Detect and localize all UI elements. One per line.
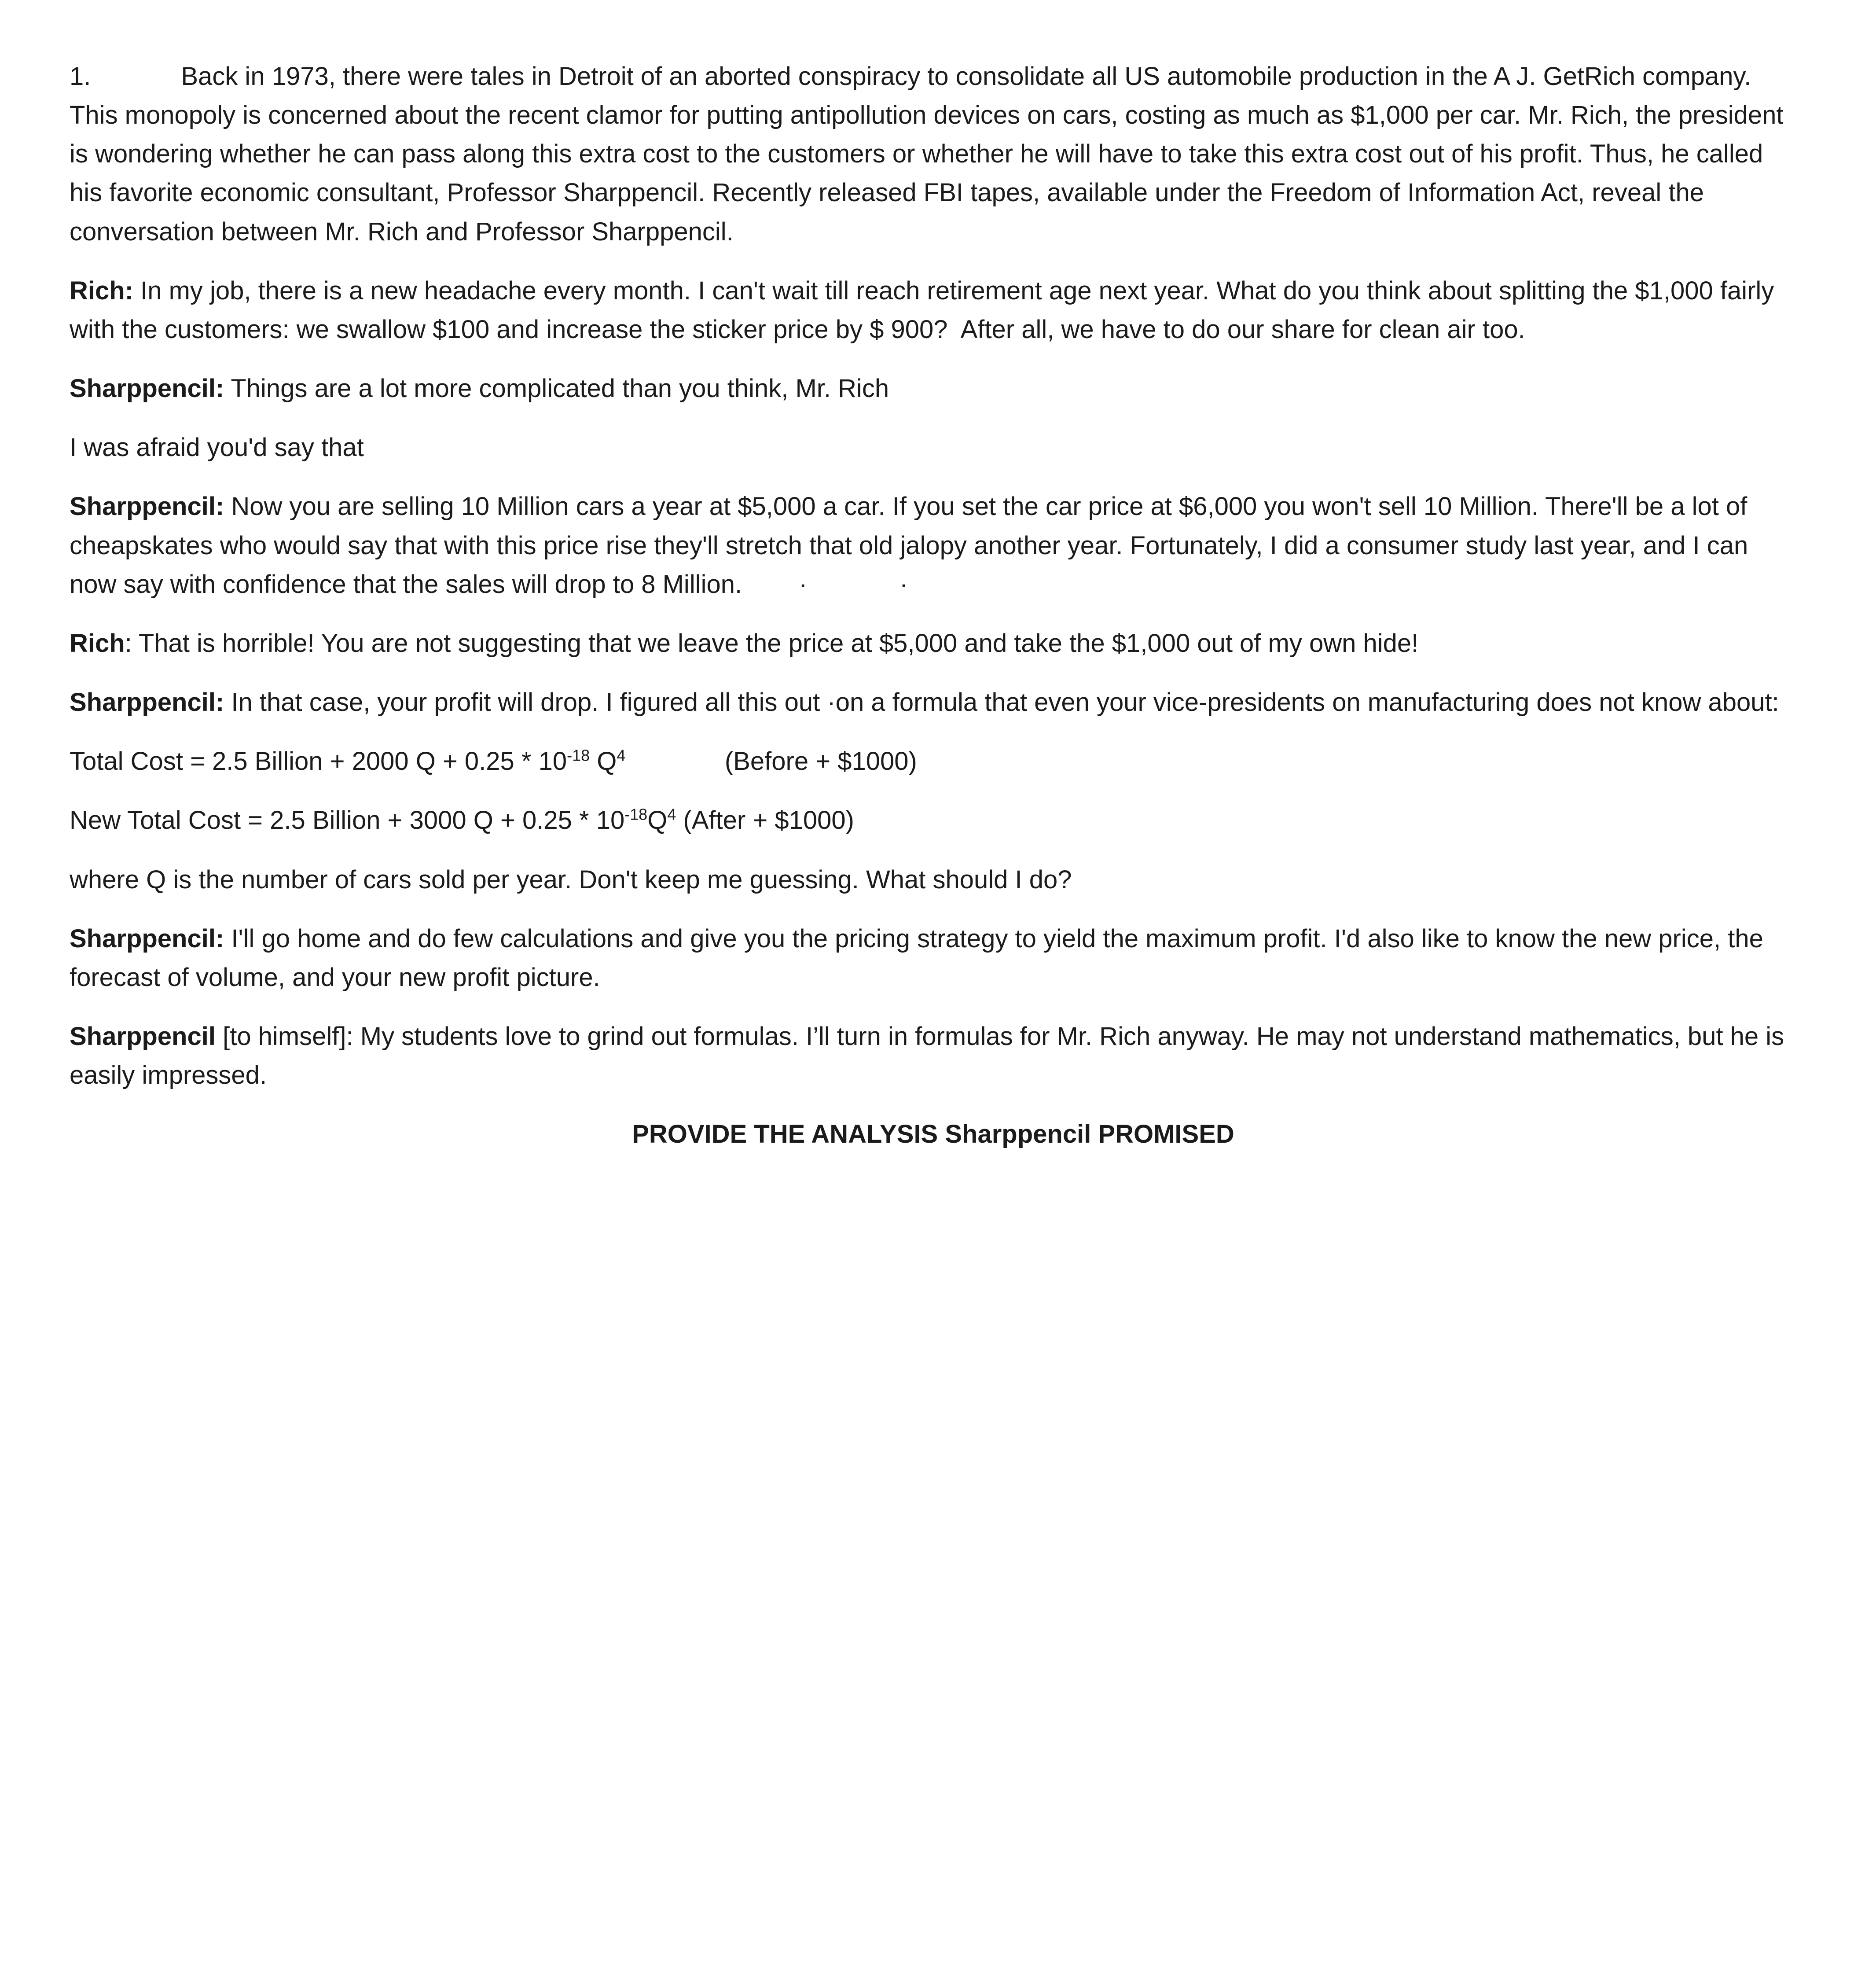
text-run: Back in 1973, there were tales in Detroit of an aborted conspiracy to consolidate all US automobile production in the A J. GetRich company. This monopoly is concerned about the recent clamor for putting antipollution devices on cars, costing as much as $1,000 per car. Mr. Rich, the president is wondering whether he can pass along this extra cost to the customers or whether he will have to take this extra cost out of his profit. Thus, he called his favorite economic consultant, Professor Sharppencil. Recently released FBI tapes, available under the Freedom of Information Act, reveal the conversation between Mr. Rich and Professor Sharppencil. [70,62,1791,246]
speaker-label: Sharppencil: [70,492,224,521]
formula-explanation [70,861,1797,899]
document-body [70,57,1797,1154]
formula-after [70,801,1797,840]
speaker-label: Rich [70,629,125,658]
text-run: 1. [70,62,91,91]
text-run: [to himself]: My students love to grind out formulas. I’ll turn in formulas for Mr. Rich anyway. He may not understand mathematics, but he is easily impressed. [70,1022,1792,1090]
superscript: 4 [617,746,626,765]
superscript: -18 [567,746,590,765]
sharppencil-aside [70,1017,1797,1095]
text-run: (Before + $1000) [625,747,917,776]
speaker-label: PROVIDE THE ANALYSIS Sharppencil PROMISED [632,1120,1234,1149]
rich-dialogue-1 [70,272,1797,349]
text-run: I was afraid you'd say that [70,433,364,462]
text-run: Total Cost = 2.5 Billion + 2000 Q + 0.25 * 10 [70,747,567,776]
task-prompt [70,1115,1797,1154]
superscript-run [617,747,625,776]
text-run: Now you are selling 10 Million cars a year at $5,000 a car. If you set the car price at $6,000 you won't sell 10 Million. There'll be a lot of cheapskates who would say that with this price rise they'll stretch that old jalopy another year. Fortunately, I did a consumer study last year, and I can now say with confidence that the sales will drop to 8 Million. · · [70,492,1755,599]
text-run: In that case, your profit will drop. I figured all this out ·on a formula that even your vice-presidents on manufacturing does not know about: [224,688,1779,717]
text-run: I'll go home and do few calculations and give you the pricing strategy to yield the maximum profit. I'd also like to know the new price, the forecast of volume, and your new profit picture. [70,924,1770,992]
text-run: (After + $1000) [676,806,854,835]
superscript: 4 [667,806,676,824]
text-run: Q [647,806,668,835]
text-run: where Q is the number of cars sold per year. Don't keep me guessing. What should I do? [70,865,1072,894]
text-run: New Total Cost = 2.5 Billion + 3000 Q + 0.25 * 10 [70,806,625,835]
superscript-run [667,806,676,835]
rich-aside [70,428,1797,467]
text-run: Q [590,747,617,776]
text-run: : That is horrible! You are not suggesting that we leave the price at $5,000 and take the $1,000 out of my own hide! [125,629,1419,658]
sharppencil-dialogue-2 [70,487,1797,603]
text-run: Things are a lot more complicated than you think, Mr. Rich [224,374,889,403]
speaker-label: Sharppencil: [70,924,224,953]
sharppencil-dialogue-3 [70,683,1797,722]
speaker-label: Sharppencil: [70,688,224,717]
speaker-label: Rich: [70,276,133,305]
rich-dialogue-2 [70,624,1797,663]
formula-before [70,742,1797,781]
speaker-label: Sharppencil [70,1022,216,1051]
superscript-run [567,747,590,776]
text-run: In my job, there is a new headache every month. I can't wait till reach retirement age next year. What do you think about splitting the $1,000 fairly with the customers: we swallow $100 and increase the sticker price by $ 900? After all, we have to do our share for clean air too. [70,276,1781,344]
intro-paragraph [70,57,1797,251]
sharppencil-dialogue-1 [70,369,1797,408]
speaker-label: Sharppencil: [70,374,224,403]
sharppencil-dialogue-4 [70,920,1797,997]
superscript: -18 [624,806,648,824]
superscript-run [624,806,647,835]
